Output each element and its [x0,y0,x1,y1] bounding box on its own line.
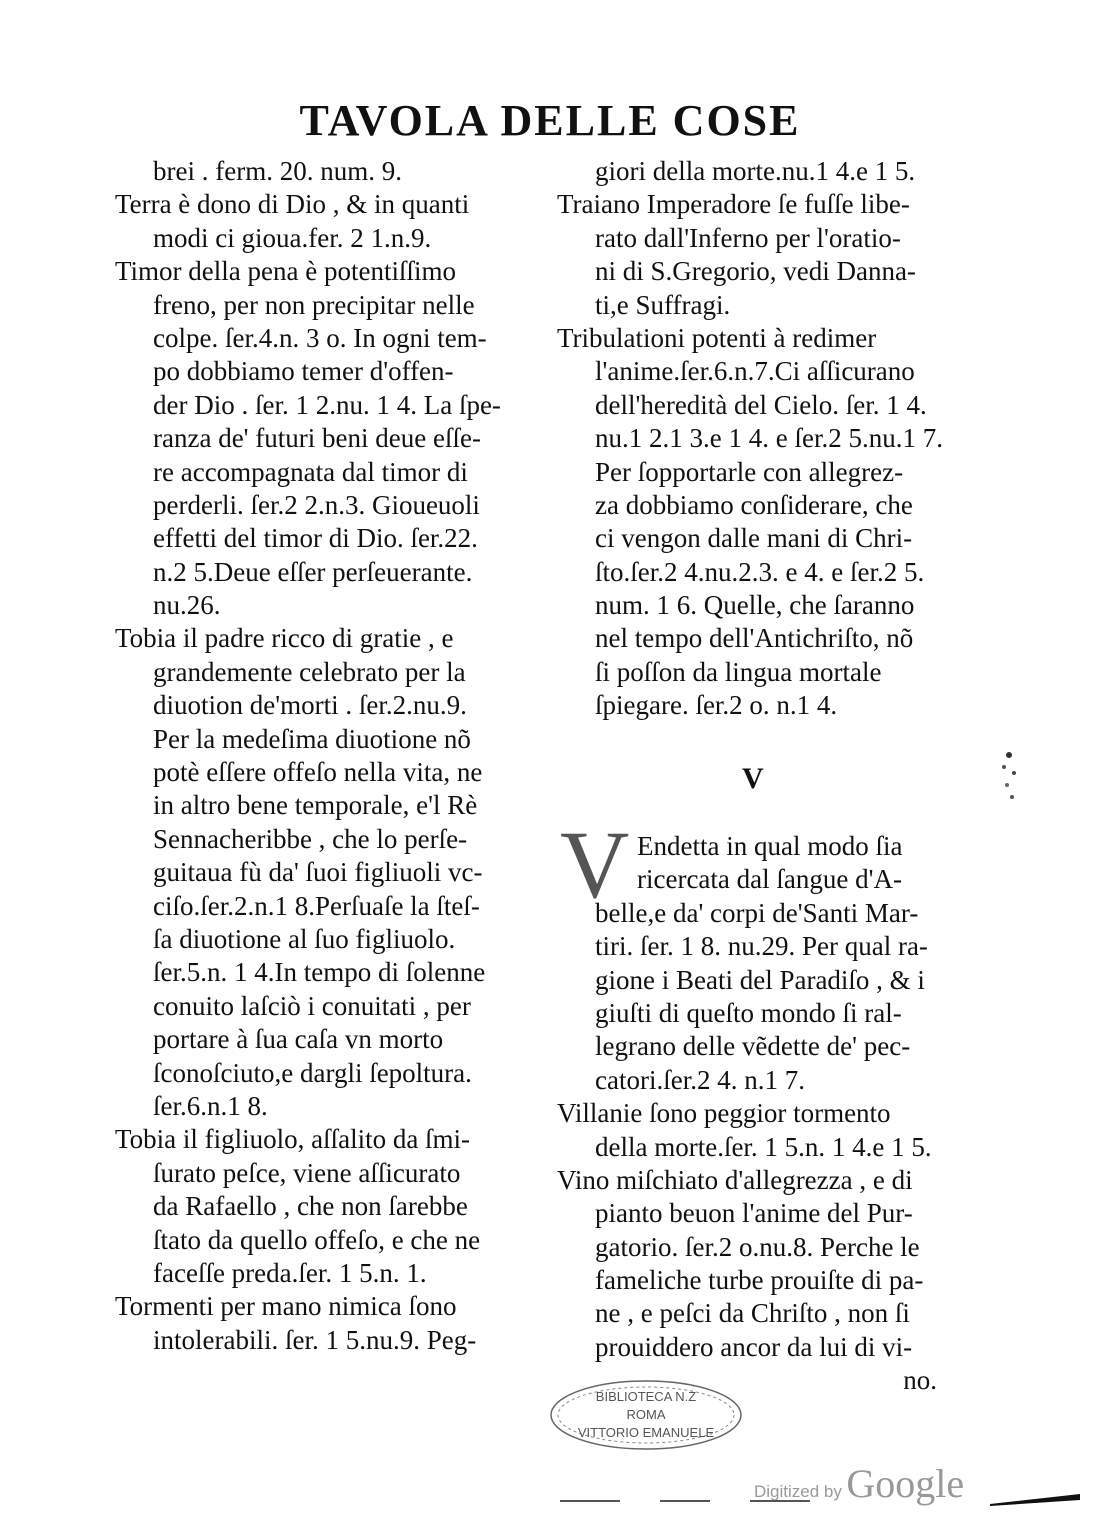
text-line: ti,e Suffragi. [595,289,731,320]
text-line: ſi poſſon da lingua mortale [595,656,882,687]
text-line: ſer.6.n.1 8. [153,1090,268,1121]
text-line: l'anime.ſer.6.n.7.Ci aſſicurano [595,356,915,387]
text-line: ranza de' futuri beni deue eſſe- [153,423,481,454]
text-line: nel tempo dell'Antichriſto, nõ [595,623,914,654]
text-line: Traiano Imperadore ſe fuſſe libe- [557,189,910,220]
right-column-top [557,155,977,723]
left-column [115,155,535,1357]
watermark-prefix: Digitized by [754,1482,842,1501]
text-line: Per ſopportarle con allegrez- [595,456,904,487]
text-line: num. 1 6. Quelle, che ſaranno [595,590,915,621]
text-line: della morte.ſer. 1 5.n. 1 4.e 1 5. [595,1131,932,1162]
text-line: prouiddero ancor da lui di vi- [595,1331,913,1362]
text-line: giuſti di queſto mondo ſi ral- [595,997,902,1028]
text-line: gione i Beati del Paradiſo , & i [595,964,925,995]
text-line: ciſo.ſer.2.n.1 8.Perſuaſe la ſteſ- [153,890,480,921]
watermark-brand: Google [846,1461,965,1506]
text-line: ſa diuotione al ſuo figliuolo. [153,923,456,954]
text-line: legrano delle vẽdette de' pec- [595,1031,911,1062]
text-line: ſer.5.n. 1 4.In tempo di ſolenne [153,957,486,988]
text-line: fameliche turbe prouiſte di pa- [595,1265,924,1296]
text-line: nu.26. [153,590,221,621]
text-line: freno, per non precipitar nelle [153,289,475,320]
text-line: ſtato da quello offeſo, e che ne [153,1224,481,1255]
text-line: gatorio. ſer.2 o.nu.8. Perche le [595,1231,920,1262]
text-line: Timor della pena è potentiſſimo [115,256,456,287]
text-line: conuito laſciò i conuitati , per [153,990,471,1021]
text-line: re accompagnata dal timor di [153,456,468,487]
text-line: ni di S.Gregorio, vedi Danna- [595,256,916,287]
section-letter-heading: V [742,762,764,795]
text-line: modi ci gioua.fer. 2 1.n.9. [153,222,432,253]
text-line: Tormenti per mano nimica ſono [115,1291,457,1322]
text-line: Per la medeſima diuotione nõ [153,723,471,754]
text-line: Vino miſchiato d'allegrezza , e di [557,1164,913,1195]
text-line: pianto beuon l'anime del Pur- [595,1198,913,1229]
dropcap-letter: V [560,811,630,918]
text-line: brei . ferm. 20. num. 9. [153,156,402,186]
text-line: Sennacheribbe , che lo perſe- [153,823,468,854]
library-stamp [548,1378,744,1452]
text-line: Endetta in qual modo ſia [637,831,903,861]
text-line: der Dio . ſer. 1 2.nu. 1 4. La ſpe- [153,389,501,420]
text-line: ſto.ſer.2 4.nu.2.3. e 4. e ſer.2 5. [595,556,925,587]
text-line: rato dall'Inferno per l'oratio- [595,222,901,253]
text-line: colpe. ſer.4.n. 3 o. In ogni tem- [153,322,487,353]
text-line: za dobbiamo conſiderare, che [595,489,913,520]
text-line: ci vengon dalle mani di Chri- [595,523,913,554]
text-line: potè eſſere offeſo nella vita, ne [153,757,483,788]
text-line: Terra è dono di Dio , & in quanti [115,189,470,220]
text-line: no. [903,1365,937,1396]
text-line: faceſſe preda.ſer. 1 5.n. 1. [153,1257,427,1288]
text-line: effetti del timor di Dio. ſer.22. [153,523,478,554]
text-line: nu.1 2.1 3.e 1 4. e ſer.2 5.nu.1 7. [595,423,943,454]
text-line: ſurato peſce, viene aſſicurato [153,1157,461,1188]
text-line: portare à ſua caſa vn morto [153,1024,444,1055]
text-line: ſconoſciuto,e dargli ſepoltura. [153,1057,472,1088]
page-title: TAVOLA DELLE COSE [299,96,801,145]
stamp-line-1: BIBLIOTECA N.Z [595,1389,697,1404]
text-line: in altro bene temporale, e'l Rè [153,790,478,821]
text-line: guitaua fù da' ſuoi figliuoli vc- [153,857,483,888]
bottom-rule [560,1492,1080,1506]
text-line: perderli. ſer.2 2.n.3. Gioueuoli [153,489,480,520]
text-line: Villanie ſono peggior tormento [557,1098,891,1129]
text-line: Tribulationi potenti à redimer [557,322,877,353]
text-line: n.2 5.Deue eſſer perſeuerante. [153,556,473,587]
text-line: ne , e peſci da Chriſto , non ſi [595,1298,910,1329]
text-line: po dobbiamo temer d'offen- [153,356,454,387]
text-line: diuotion de'morti . ſer.2.nu.9. [153,690,467,721]
text-line: ricercata dal ſangue d'A- [637,864,902,895]
text-line: giori della morte.nu.1 4.e 1 5. [595,156,916,186]
stamp-line-2: ROMA [626,1407,666,1422]
text-line: tiri. ſer. 1 8. nu.29. Per qual ra- [595,931,928,962]
text-line: dell'heredità del Cielo. ſer. 1 4. [595,389,927,420]
page-edge-mark [992,745,1026,805]
right-column-bottom [557,830,977,1398]
text-line: da Rafaello , che non ſarebbe [153,1191,468,1222]
text-line: ſpiegare. ſer.2 o. n.1 4. [595,690,838,721]
text-line: intolerabili. ſer. 1 5.nu.9. Peg- [153,1324,477,1355]
text-line: Tobia il figliuolo, aſſalito da ſmi- [115,1124,471,1155]
text-line: catori.ſer.2 4. n.1 7. [595,1064,805,1095]
text-line: grandemente celebrato per la [153,656,466,687]
stamp-line-3: VITTORIO EMANUELE [577,1425,715,1440]
text-line: Tobia il padre ricco di gratie , e [115,623,454,654]
text-line: belle,e da' corpi de'Santi Mar- [595,897,919,928]
